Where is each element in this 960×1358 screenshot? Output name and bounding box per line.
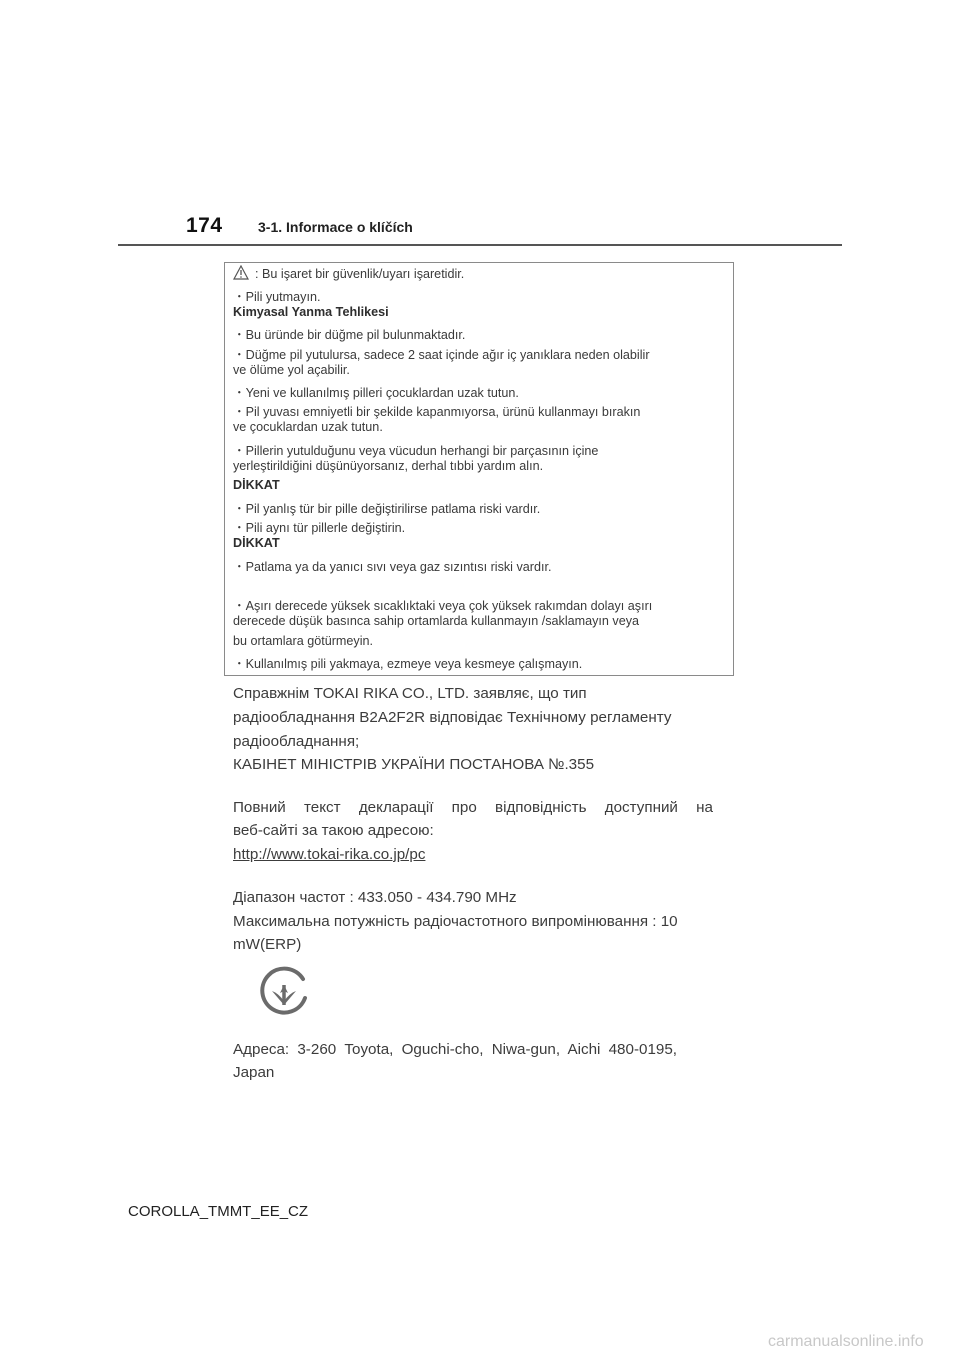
- full-text-line: веб-сайті за такою адресою:: [233, 822, 434, 839]
- warning-box-line: ・Kullanılmış pili yakmaya, ezmeye veya kesmeye çalışmayın.: [233, 657, 583, 671]
- warning-box-line: ・Pil yanlış tür bir pille değiştirilirse patlama riski vardır.: [233, 502, 541, 516]
- watermark: carmanualsonline.info: [768, 1333, 924, 1350]
- warning-box-line: ve çocuklardan uzak tutun.: [233, 420, 383, 434]
- warning-box-line: ・Pillerin yutulduğunu veya vücudun herhangi bir parçasının içine: [233, 444, 599, 458]
- warning-box-heading: DİKKAT: [233, 536, 280, 550]
- declaration-line: Справжнім TOKAI RIKA CO., LTD. заявляє, що тип: [233, 685, 587, 702]
- warning-box-line: ve ölüme yol açabilir.: [233, 363, 350, 377]
- address-words: Адреса: 3-260 Toyota, Oguchi-cho, Niwa-gun, Aichi 480-0195,: [233, 1041, 678, 1058]
- section-title: 3-1. Informace o klíčích: [258, 219, 413, 235]
- power-line: mW(ERP): [233, 936, 302, 953]
- warning-box-line: ・Patlama ya da yanıcı sıvı veya gaz sızıntısı riski vardır.: [233, 560, 552, 574]
- warning-box-line: ・Aşırı derecede yüksek sıcaklıktaki veya çok yüksek rakımdan dolayı aşırı: [233, 599, 653, 613]
- ukrainian-conformity-mark-icon: [258, 965, 310, 1017]
- warning-box-line: ・Pili aynı tür pillerle değiştirin.: [233, 521, 406, 535]
- declaration-line: радіообладнання;: [233, 733, 360, 750]
- address-line: [233, 1041, 710, 1058]
- full-text-line: [233, 799, 713, 816]
- warning-box-line: [233, 265, 464, 283]
- warning-box-line: yerleştirildiğini düşünüyorsanız, derhal tıbbi yardım alın.: [233, 459, 544, 473]
- warning-box-line: ・Bu üründe bir düğme pil bulunmaktadır.: [233, 328, 466, 342]
- warning-box-line: ・Pil yuvası emniyetli bir şekilde kapanmıyorsa, ürünü kullanmayı bırakın: [233, 405, 641, 419]
- power-line: Максимальна потужність радіочастотного випромінювання : 10: [233, 913, 678, 930]
- page-number: 174: [186, 214, 223, 237]
- warning-box-heading: Kimyasal Yanma Tehlikesi: [233, 305, 389, 319]
- warning-box-line: derecede düşük basınca sahip ortamlarda kullanmayın /saklamayın veya: [233, 614, 640, 628]
- frequency-range: Діапазон частот : 433.050 - 434.790 MHz: [233, 889, 517, 906]
- warning-box-line: ・Düğme pil yutulursa, sadece 2 saat içinde ağır iç yanıklara neden olabilir: [233, 348, 650, 362]
- warning-triangle-icon: [233, 265, 249, 283]
- warning-box-text: : Bu işaret bir güvenlik/uyarı işaretidir.: [255, 267, 465, 281]
- warning-box-line: ・Pili yutmayın.: [233, 290, 321, 304]
- warning-box-line: ・Yeni ve kullanılmış pilleri çocuklardan uzak tutun.: [233, 386, 519, 400]
- declaration-line: радіообладнання B2A2F2R відповідає Технічному регламенту: [233, 709, 672, 726]
- footer-code: COROLLA_TMMT_EE_CZ: [128, 1203, 309, 1220]
- header-rule: [118, 244, 842, 246]
- declaration-link[interactable]: http://www.tokai-rika.co.jp/pc: [233, 846, 426, 863]
- warning-box-line: bu ortamlara götürmeyin.: [233, 634, 373, 648]
- full-text-words: Повний текст декларації про відповідність доступний на: [233, 799, 713, 816]
- declaration-line: КАБІНЕТ МІНІСТРІВ УКРАЇНИ ПОСТАНОВА №.355: [233, 756, 595, 773]
- address-line: Japan: [233, 1064, 275, 1081]
- warning-box-heading: DİKKAT: [233, 478, 280, 492]
